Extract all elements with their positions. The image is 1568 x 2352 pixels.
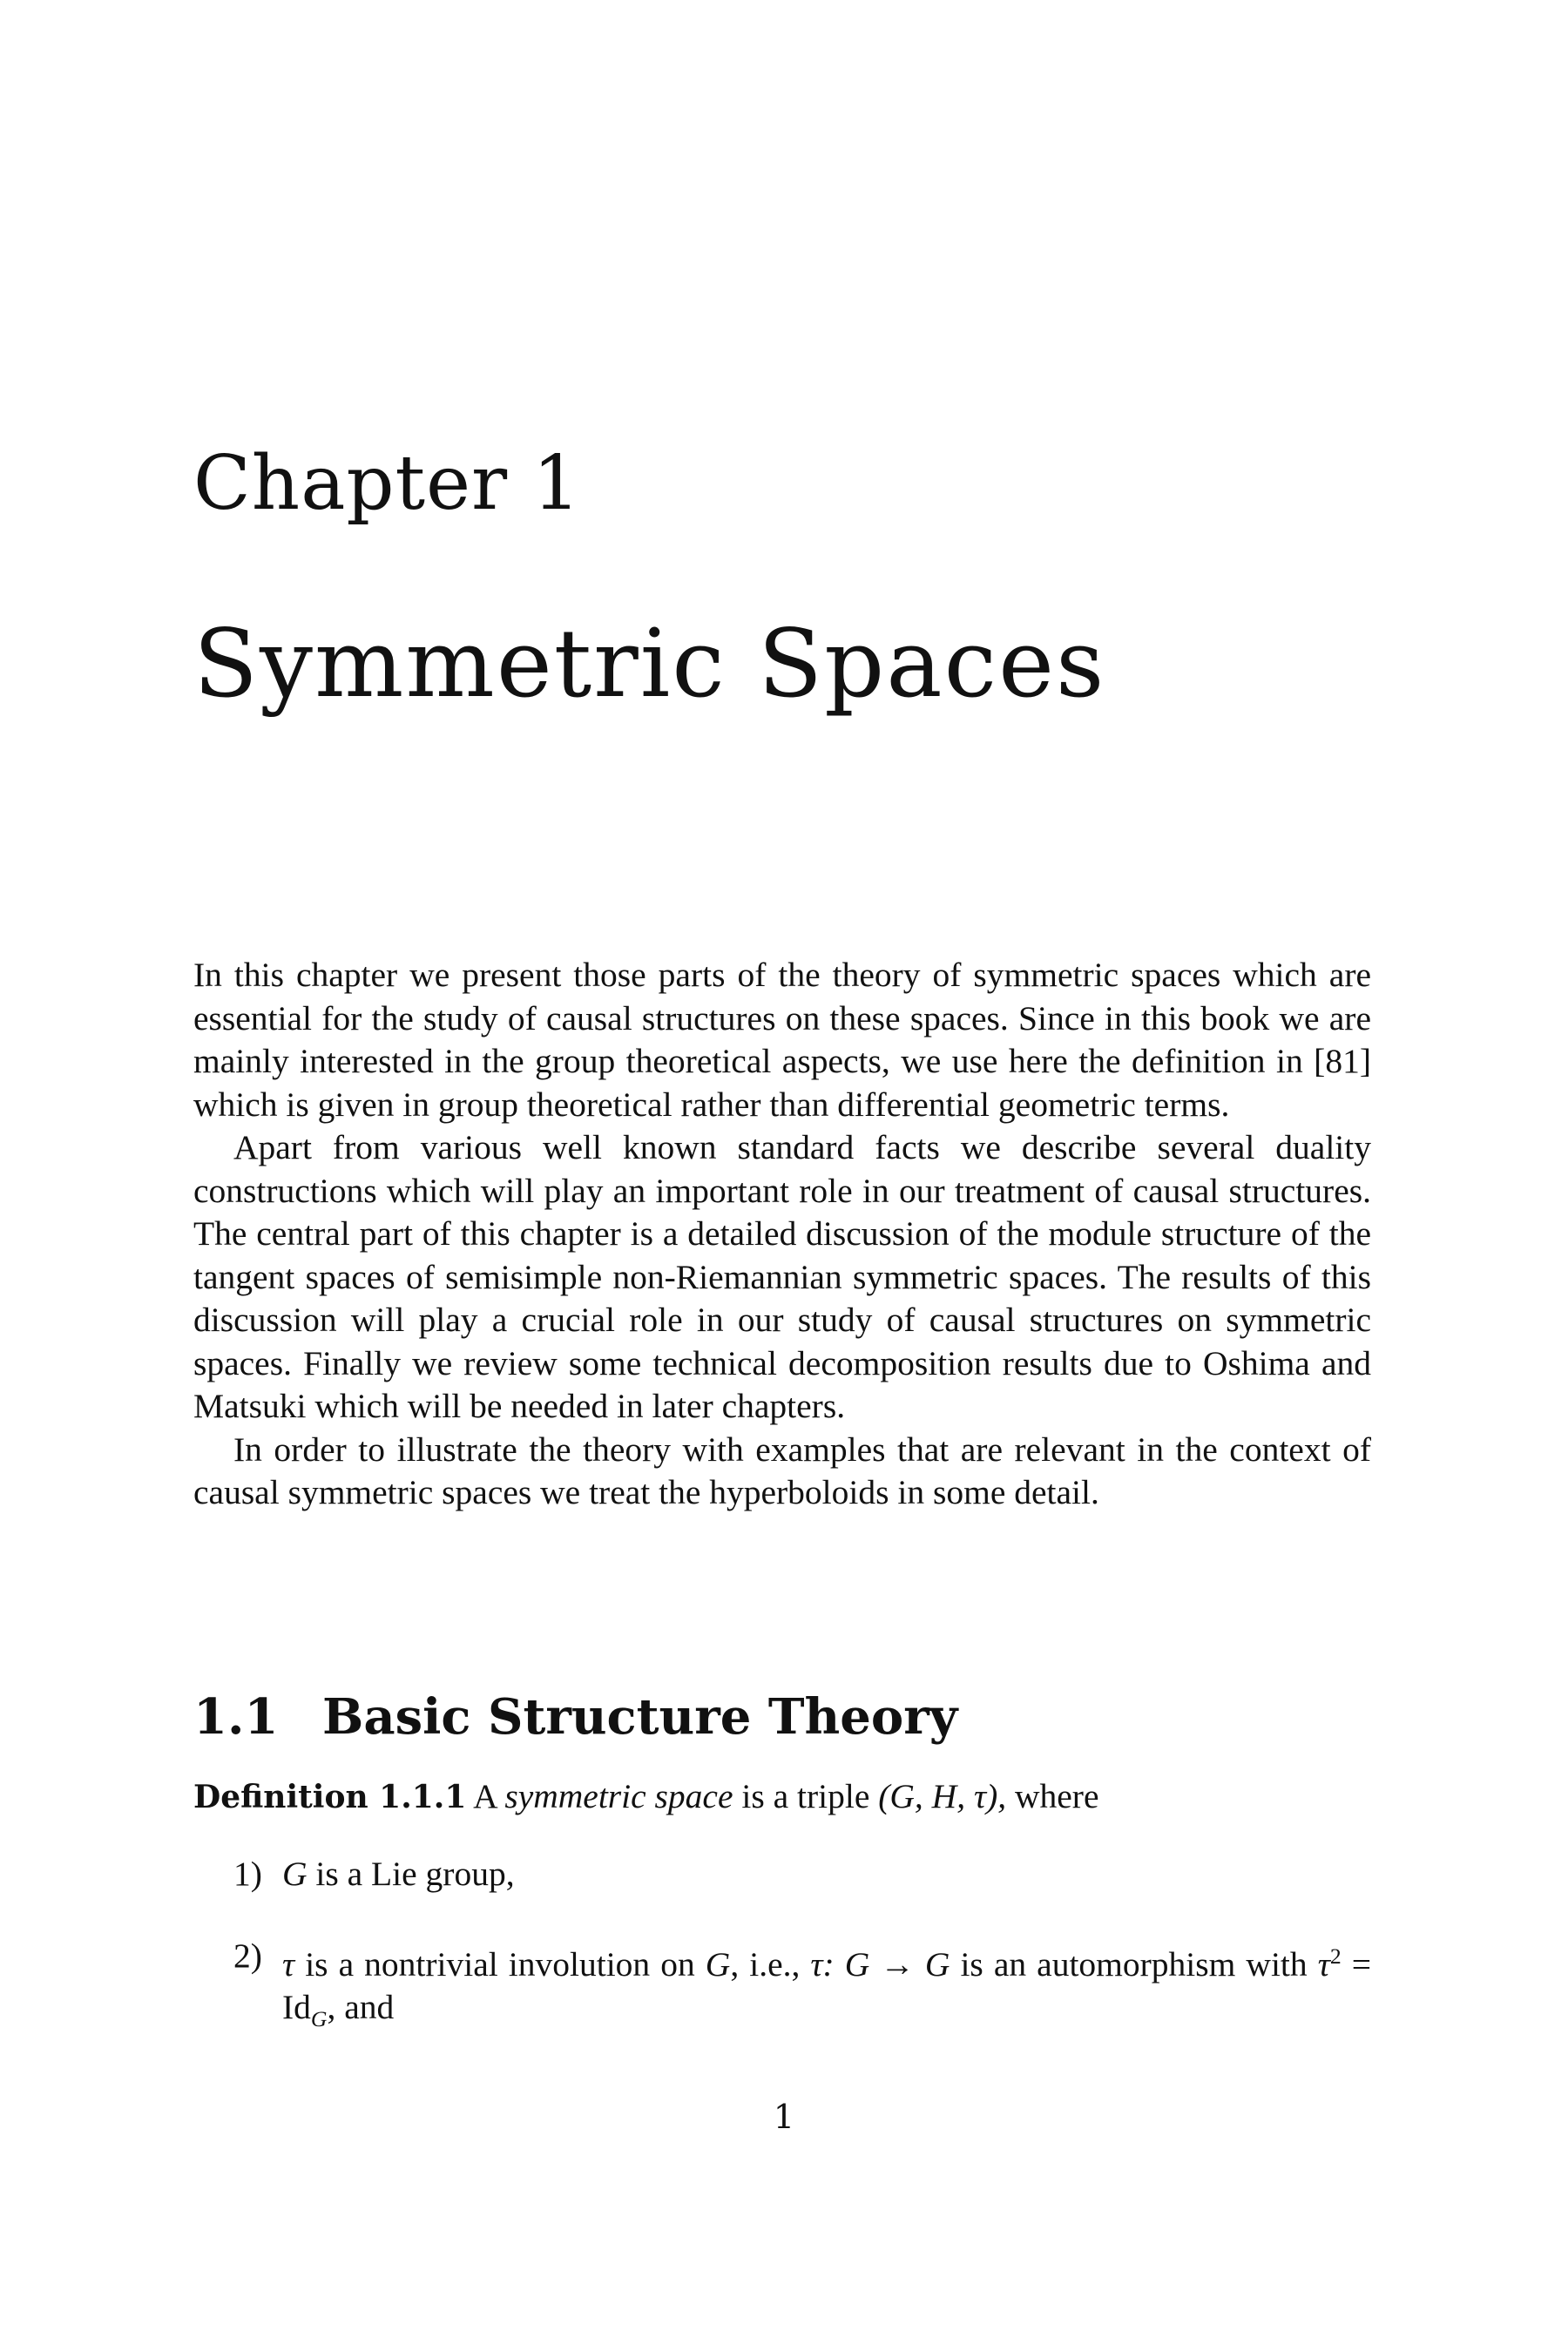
definition-term: symmetric space — [504, 1777, 733, 1815]
intro-paragraph-2: Apart from various well known standard facts we describe several duality constructions which will play an important role in our treatment of causal structures. The central part of this chapter is a detailed discussion of the module structure of the tangent spaces of semisimple non-Riemannian symmetric spaces. The results of this discussion will play a crucial role in our study of causal structures on symmetric spaces. Finally we review some technical decomposition results due to Oshima and Matsuki which will be needed in later chapters. — [193, 1128, 1371, 1425]
definition-items — [193, 1853, 1371, 2079]
item-identity-subscript: G — [310, 2006, 328, 2032]
item-map: τ: G → G — [810, 1944, 950, 1984]
intro-paragraph-3: In order to illustrate the theory with examples that are relevant in the context of causal symmetric spaces we treat the hyperboloids in some detail. — [193, 1429, 1371, 1511]
chapter-title: Symmetric Spaces — [193, 610, 1106, 719]
chapter-introduction — [193, 954, 1371, 1515]
item-square-exponent: 2 — [1329, 1943, 1342, 1969]
definition-item-2 — [193, 1935, 1371, 2041]
definition-statement — [193, 1775, 1098, 1820]
definition-item-1 — [193, 1853, 1371, 1896]
item-variable: G — [282, 1855, 308, 1893]
item-text-3: is an automorphism with — [960, 1944, 1308, 1984]
item-text: is a nontrivial involution on — [305, 1944, 695, 1984]
item-marker: 2) — [233, 1936, 262, 1975]
item-variable-2: G — [705, 1944, 731, 1984]
definition-text-middle: is a triple — [741, 1777, 870, 1815]
definition-triple: (G, H, τ), — [878, 1777, 1007, 1815]
page-number: 1 — [773, 2098, 795, 2136]
intro-paragraph-1: In this chapter we present those parts of the theory of symmetric spaces which are essential for the study of causal structures on these spaces. Since in this book we are mainly interested in the group theoretical aspects, we use here the definition in [81] which is given in group theoretical rather than differential geometric terms. — [193, 956, 1371, 1124]
item-variable: τ — [282, 1944, 295, 1984]
item-identity: = Id — [282, 1944, 1371, 2027]
section-number: 1.1 — [193, 1688, 279, 1746]
item-text-4: , and — [327, 1988, 395, 2027]
item-square-base: τ — [1317, 1944, 1330, 1984]
definition-text-after: where — [1014, 1777, 1099, 1815]
item-marker: 1) — [233, 1855, 262, 1893]
definition-text-before: A — [473, 1777, 497, 1815]
item-text-2: , i.e., — [730, 1944, 801, 1984]
definition-label: Definition 1.1.1 — [193, 1779, 467, 1815]
section-title: Basic Structure Theory — [322, 1688, 958, 1746]
section-heading — [193, 1688, 957, 1746]
item-text: is a Lie group, — [315, 1855, 515, 1893]
chapter-label: Chapter 1 — [193, 440, 582, 527]
